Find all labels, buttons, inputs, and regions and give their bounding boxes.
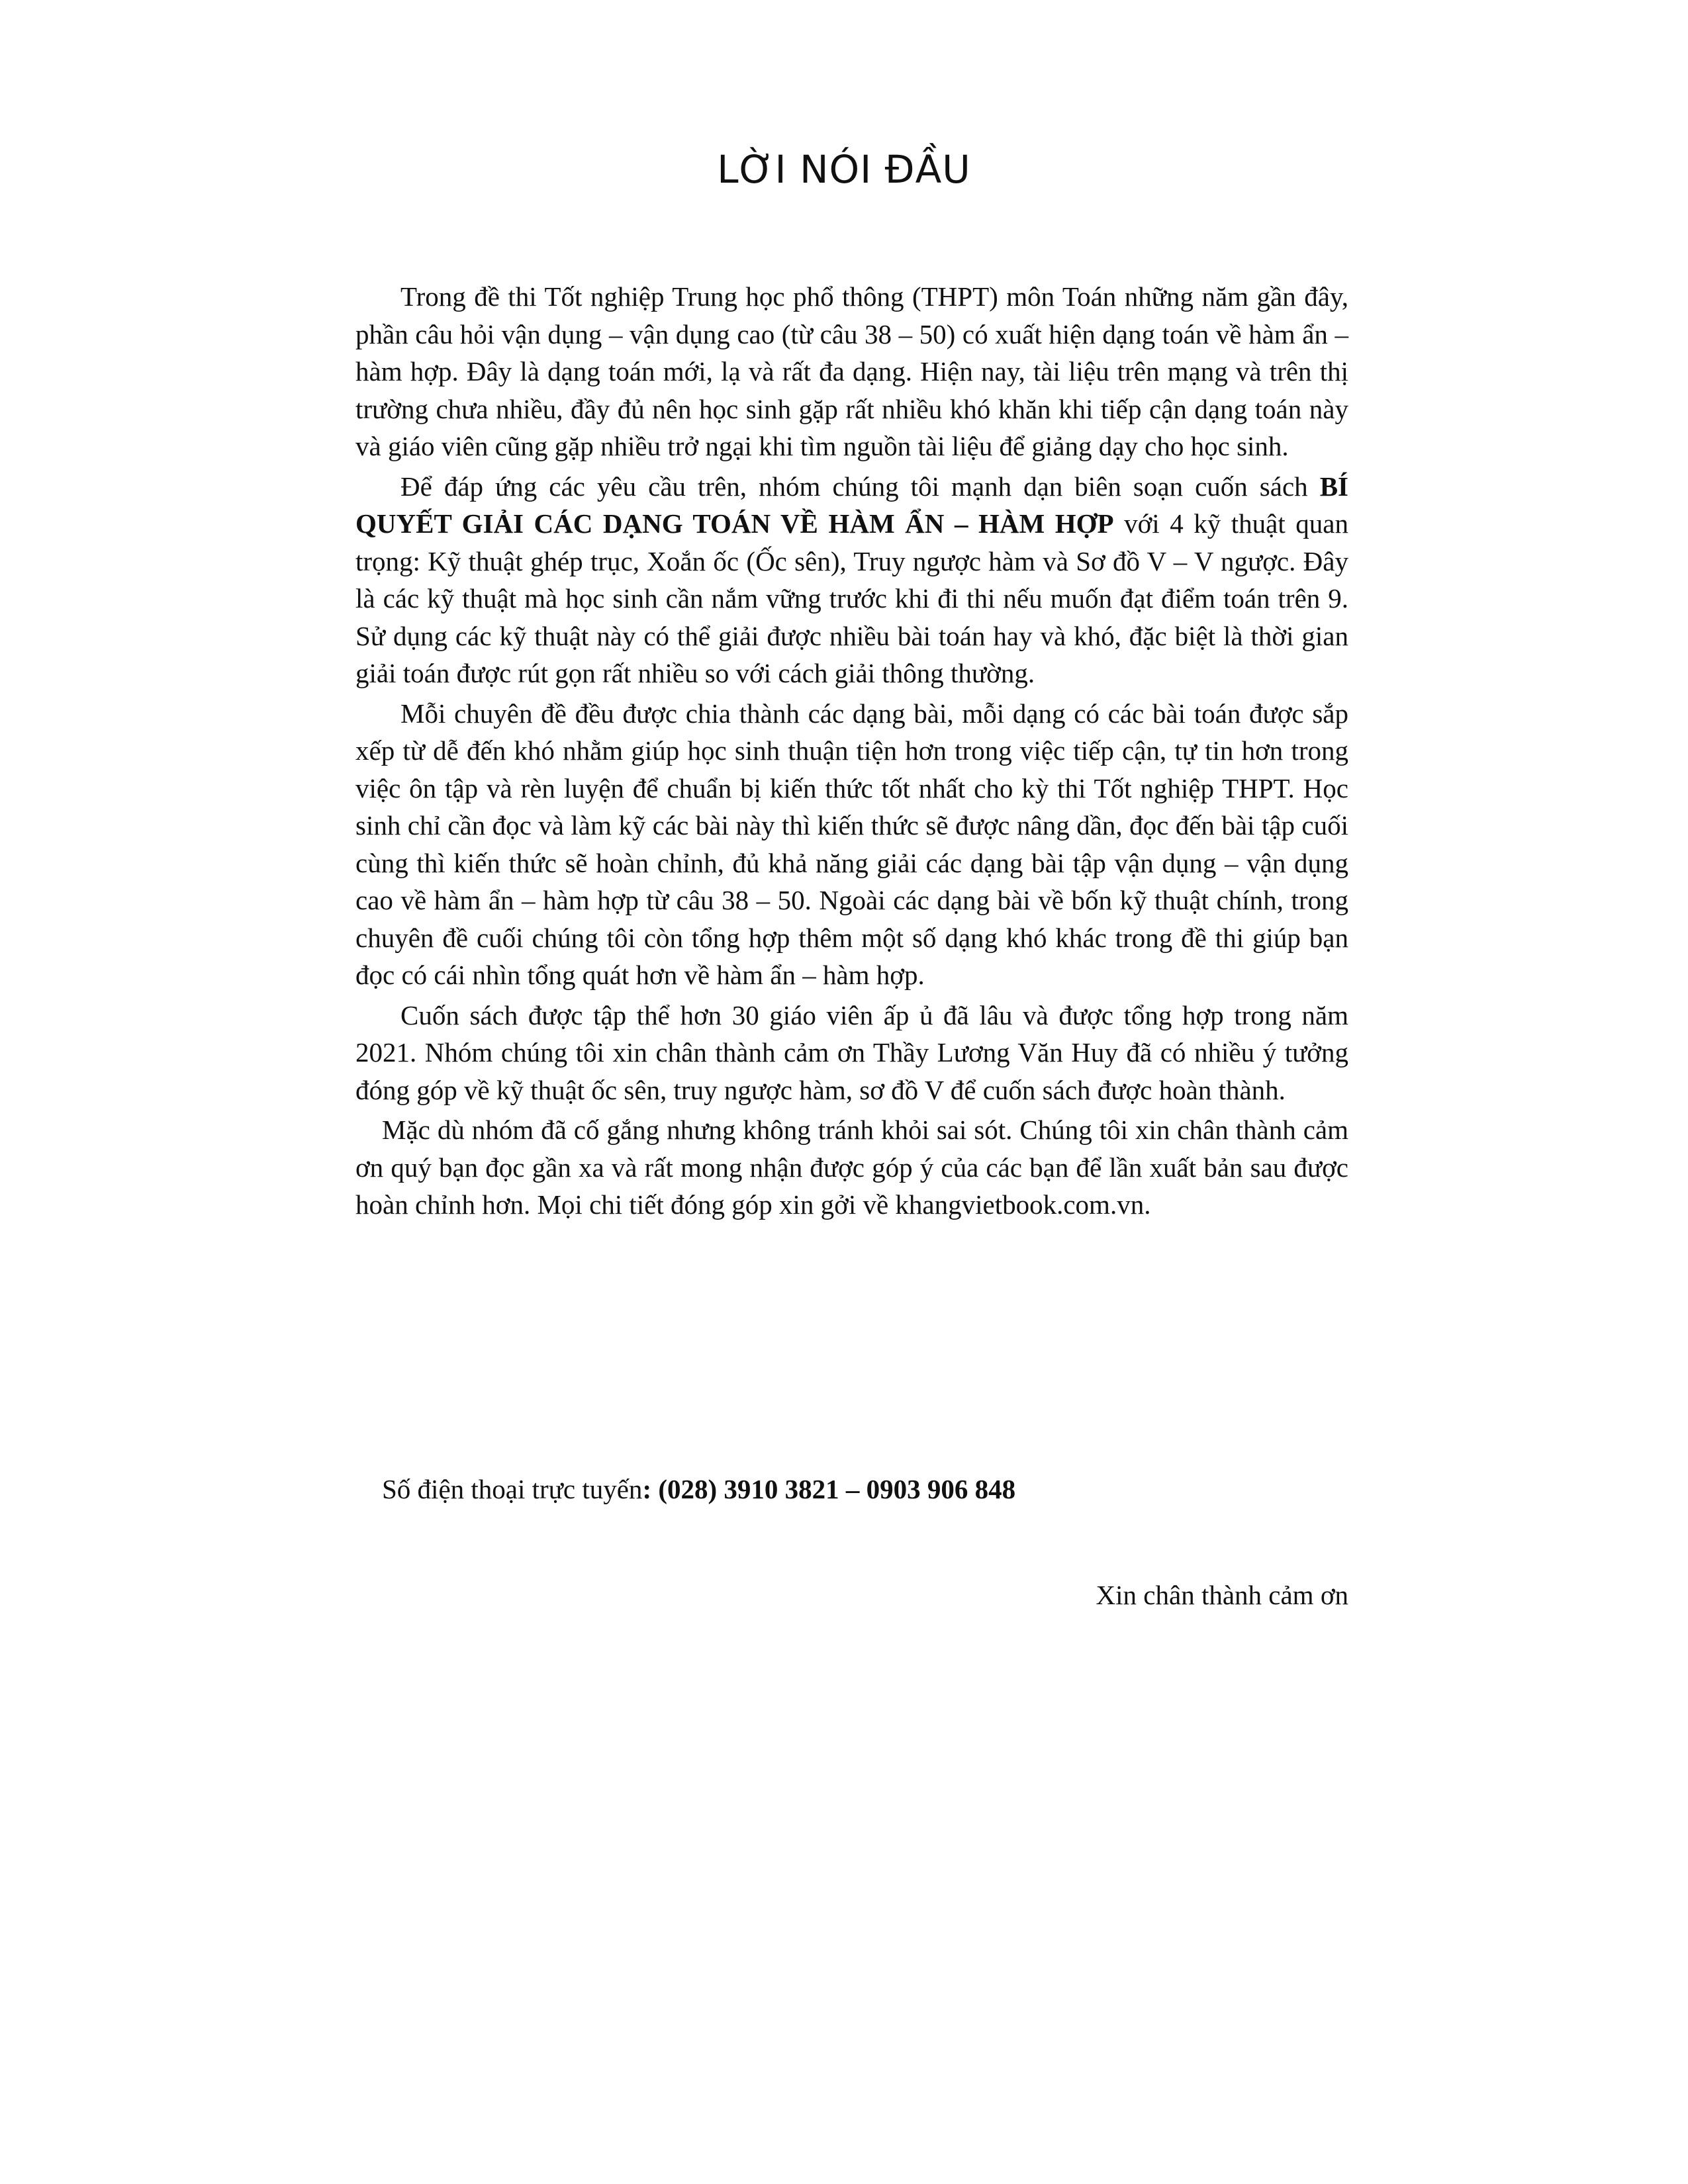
hotline-label: Số điện thoại trực tuyến <box>382 1474 643 1504</box>
paragraph-2-start: Để đáp ứng các yêu cầu trên, nhóm chúng tôi mạnh dạn biên soạn cuốn sách <box>400 471 1320 502</box>
paragraph-1: Trong đề thi Tốt nghiệp Trung học phổ thông (THPT) môn Toán những năm gần đây, phần câu hỏi vận dụng – vận dụng cao (từ câu 38 – 50) có xuất hiện dạng toán về hàm ẩn – hàm hợp. Đây là dạng toán mới, lạ và rất đa dạng. Hiện nay, tài liệu trên mạng và trên thị trường chưa nhiều, đầy đủ nên học sinh gặp rất nhiều khó khăn khi tiếp cận dạng toán này và giáo viên cũng gặp nhiều trở ngại khi tìm nguồn tài liệu để giảng dạy cho học sinh. <box>355 281 1348 461</box>
book-title: BÍ QUYẾT GIẢI CÁC DẠNG TOÁN VỀ HÀM ẨN – HÀM HỢP <box>355 471 1348 539</box>
page-title: LỜI NÓI ĐẦU <box>717 147 971 192</box>
foreword-body <box>355 278 1348 1226</box>
closing-thanks: Xin chân thành cảm ơn <box>1096 1580 1348 1610</box>
paragraph-4: Cuốn sách được tập thể hơn 30 giáo viên ấp ủ đã lâu và được tổng hợp trong năm 2021. Nhóm chúng tôi xin chân thành cảm ơn Thầy Lương Văn Huy đã có nhiều ý tưởng đóng góp về kỹ thuật ốc sên, truy ngược hàm, sơ đồ V để cuốn sách được hoàn thành. <box>355 999 1348 1105</box>
hotline-number: : (028) 3910 3821 – 0903 906 848 <box>642 1474 1016 1504</box>
paragraph-2 <box>355 468 1348 692</box>
paragraph-5: Mặc dù nhóm đã cố gắng nhưng không tránh khỏi sai sót. Chúng tôi xin chân thành cảm ơn quý bạn đọc gần xa và rất mong nhận được góp ý của các bạn để lần xuất bản sau được hoàn chỉnh hơn. Mọi chi tiết đóng góp xin gởi về khangvietbook.com.vn. <box>355 1115 1348 1220</box>
paragraph-3: Mỗi chuyên đề đều được chia thành các dạng bài, mỗi dạng có các bài toán được sắp xếp từ dễ đến khó nhằm giúp học sinh thuận tiện hơn trong việc tiếp cận, tự tin hơn trong việc ôn tập và rèn luyện để chuẩn bị kiến thức tốt nhất cho kỳ thi Tốt nghiệp THPT. Học sinh chỉ cần đọc và làm kỹ các bài này thì kiến thức sẽ được nâng dần, đọc đến bài tập cuối cùng thì kiến thức sẽ hoàn chỉnh, đủ khả năng giải các dạng bài tập vận dụng – vận dụng cao về hàm ẩn – hàm hợp từ câu 38 – 50. Ngoài các dạng bài về bốn kỹ thuật chính, trong chuyên đề cuối chúng tôi còn tổng hợp thêm một số dạng khó khác trong đề thi giúp bạn đọc có cái nhìn tổng quát hơn về hàm ẩn – hàm hợp. <box>355 698 1348 990</box>
hotline-line <box>382 1471 1015 1508</box>
paragraph-2-end: với 4 kỹ thuật quan trọng: Kỹ thuật ghép trục, Xoắn ốc (Ốc sên), Truy ngược hàm và Sơ đồ V – V ngược. Đây là các kỹ thuật mà học sinh cần nắm vững trước khi đi thi nếu muốn đạt điểm toán trên 9. Sử dụng các kỹ thuật này có thể giải được nhiều bài toán hay và khó, đặc biệt là thời gian giải toán được rút gọn rất nhiều so với cách giải thông thường. <box>355 508 1348 688</box>
